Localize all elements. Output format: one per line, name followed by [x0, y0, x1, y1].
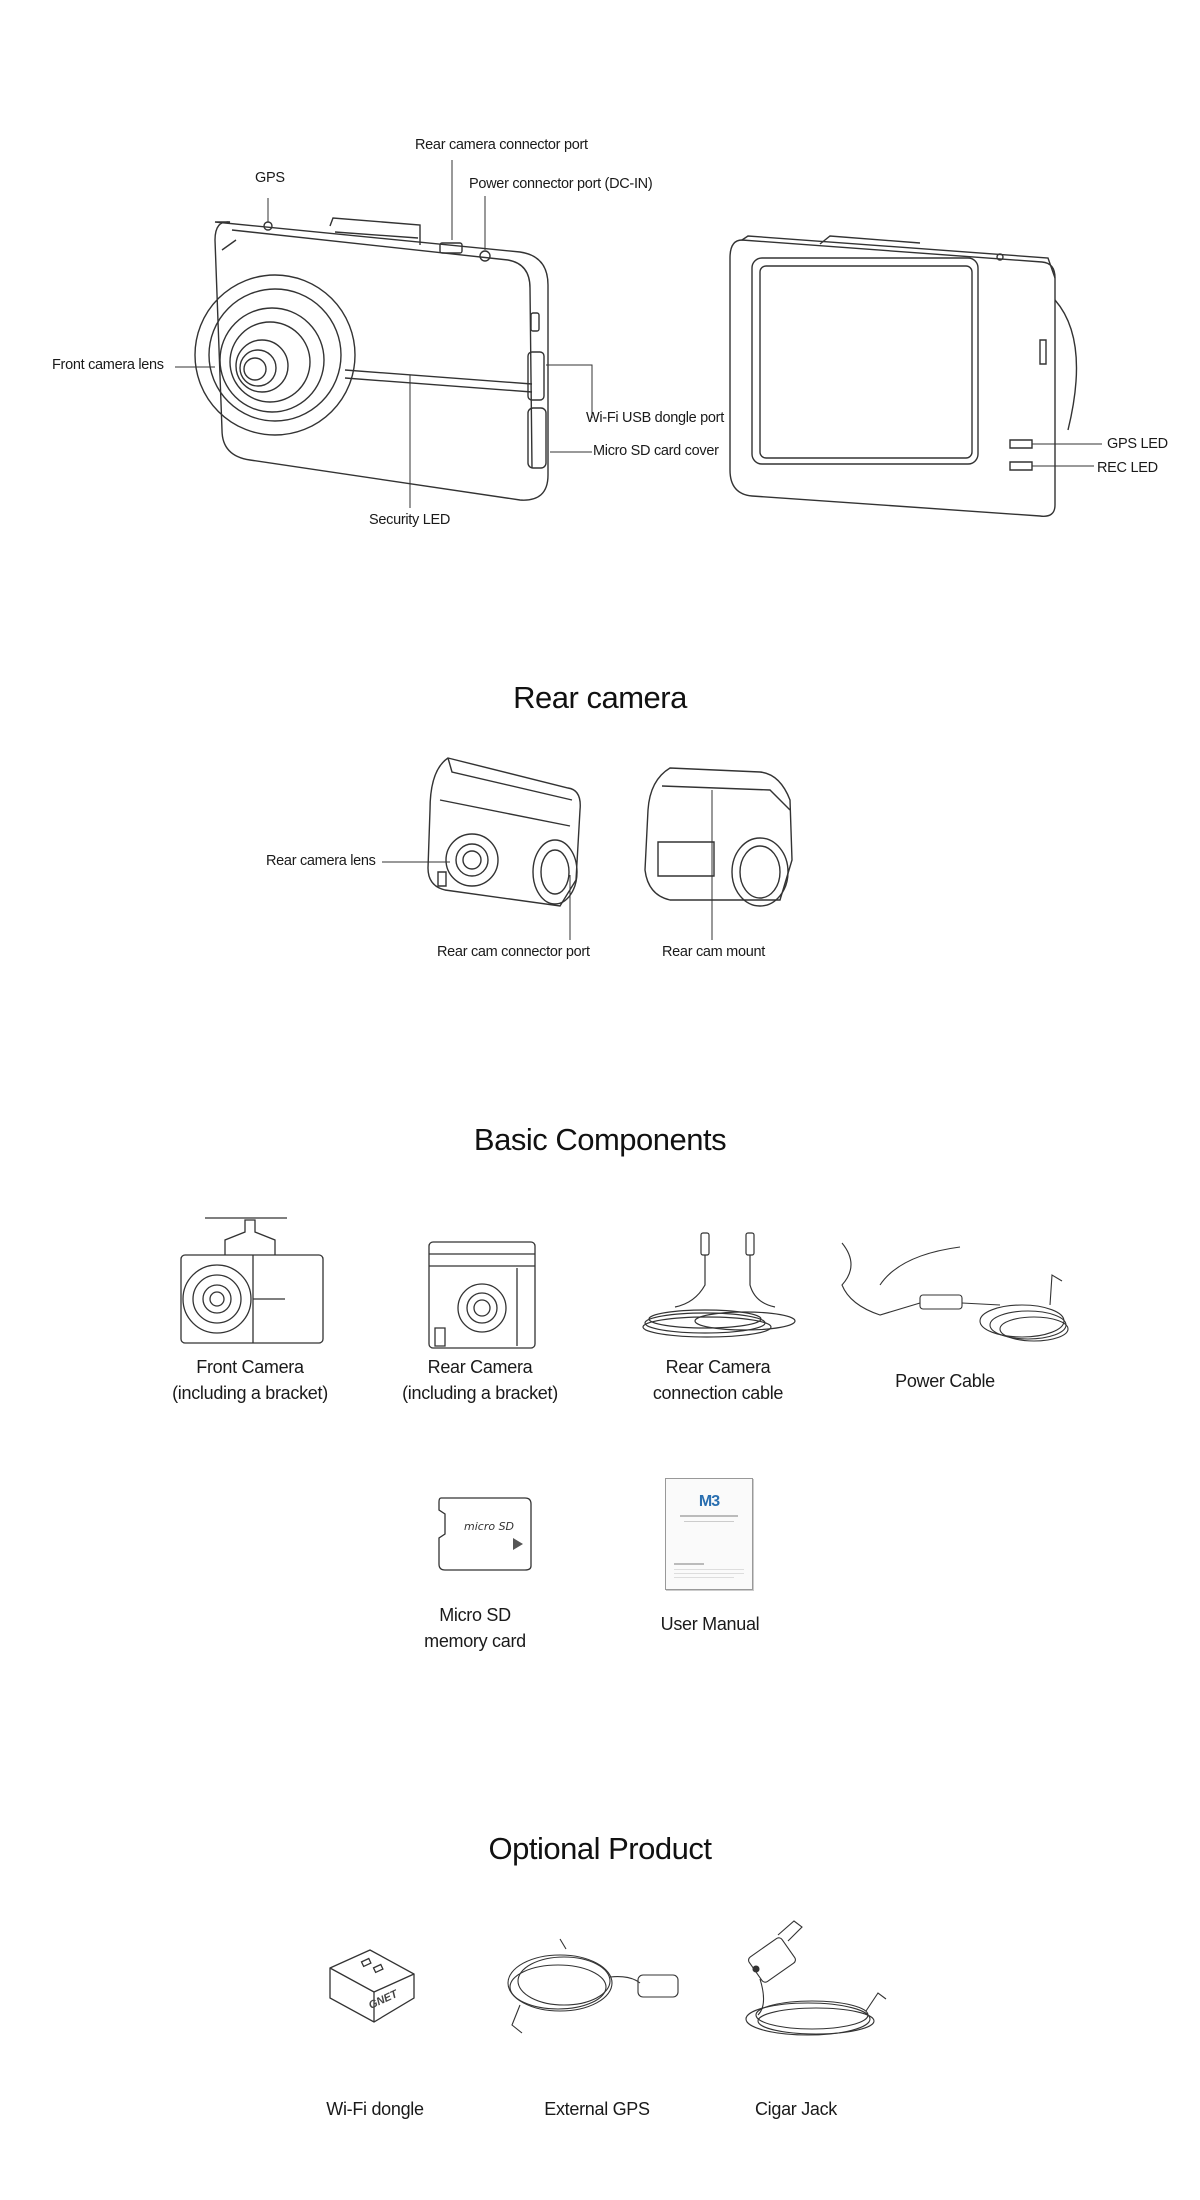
power-cable-icon	[840, 1235, 1070, 1355]
component-power-cable: Power Cable	[895, 1371, 995, 1391]
wifi-dongle-icon	[322, 1948, 422, 2028]
rear-connector-port-label: Rear cam connector port	[437, 944, 590, 960]
rear-camera-back-illustration	[0, 0, 1200, 1000]
micro-sd-text: micro SD	[464, 1520, 515, 1533]
power-connector-label: Power connector port (DC-IN)	[469, 176, 653, 192]
component-rear-camera: Rear Camera (including a bracket)	[402, 1357, 558, 1403]
dongle-brand-text: GNET	[366, 1988, 400, 2012]
sd-cover-label: Micro SD card cover	[593, 443, 719, 459]
user-manual-icon	[665, 1478, 753, 1590]
external-gps-icon	[500, 1935, 690, 2045]
basic-components-title: Basic Components	[473, 1122, 727, 1157]
gps-label: GPS	[255, 170, 285, 186]
rear-camera-title: Rear camera	[513, 680, 687, 715]
rear-camera-icon	[425, 1238, 555, 1358]
front-lens-label: Front camera lens	[52, 357, 164, 373]
gps-led-label: GPS LED	[1107, 436, 1168, 452]
optional-external-gps: External GPS	[544, 2099, 650, 2119]
optional-wifi-dongle: Wi-Fi dongle	[326, 2099, 424, 2119]
micro-sd-card-icon	[435, 1494, 535, 1574]
cigar-jack-icon	[738, 1915, 888, 2045]
component-micro-sd: Micro SD memory card	[424, 1605, 526, 1651]
wifi-port-label: Wi-Fi USB dongle port	[586, 410, 724, 426]
front-camera-icon	[175, 1210, 325, 1350]
connection-cable-icon	[635, 1225, 805, 1335]
optional-product-title: Optional Product	[488, 1831, 712, 1866]
rear-lens-label: Rear camera lens	[266, 853, 376, 869]
rec-led-label: REC LED	[1097, 460, 1158, 476]
component-user-manual: User Manual	[660, 1614, 760, 1634]
component-front-camera: Front Camera (including a bracket)	[172, 1357, 328, 1403]
component-connection-cable: Rear Camera connection cable	[652, 1357, 784, 1403]
optional-cigar-jack: Cigar Jack	[754, 2099, 838, 2119]
rear-connector-label: Rear camera connector port	[415, 137, 588, 153]
manual-logo: M3	[698, 1493, 720, 1510]
security-led-label: Security LED	[369, 512, 451, 528]
rear-mount-label: Rear cam mount	[662, 944, 765, 960]
